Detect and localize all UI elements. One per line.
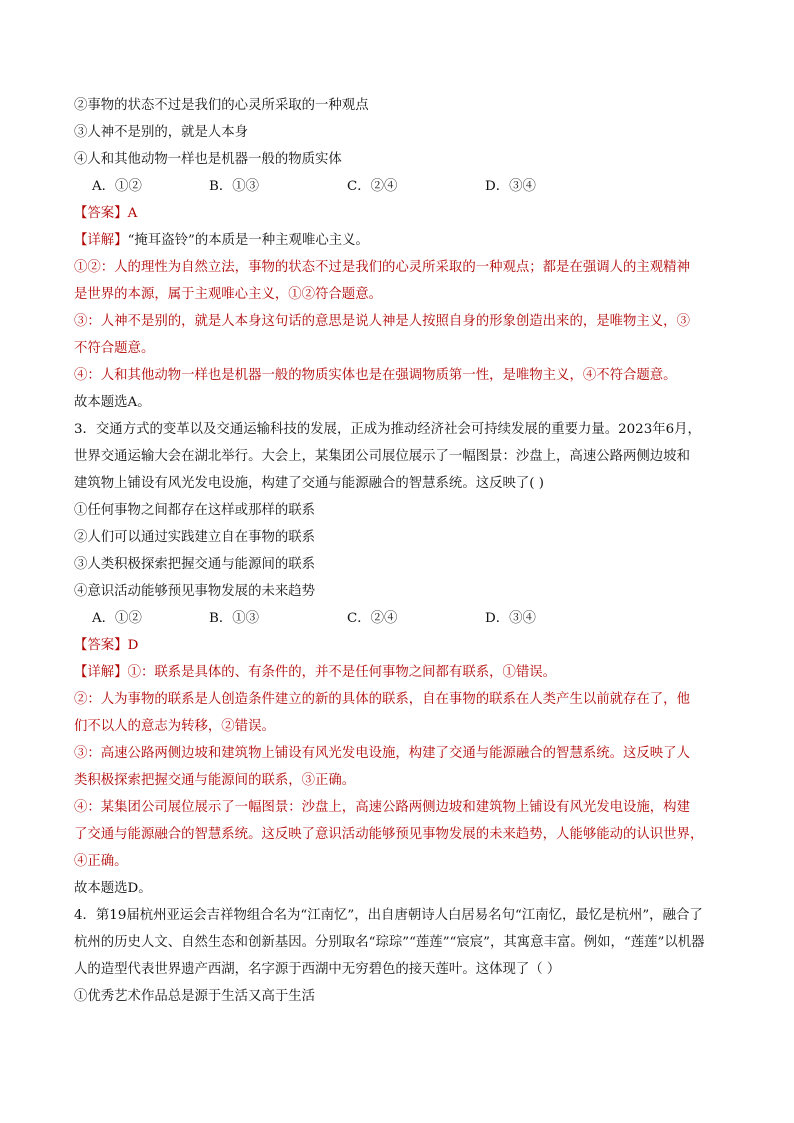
q3-option-c: C．②④ <box>347 611 398 626</box>
q2-options <box>74 173 724 200</box>
q3-option-b: B．①③ <box>209 611 260 626</box>
q2-conclusion: 故本题选A。 <box>74 395 151 410</box>
statement-3: ③人神不是别的，就是人本身 <box>74 125 249 140</box>
q3-conclusion: 故本题选D。 <box>74 881 152 896</box>
q2-option-a: A．①② <box>92 179 142 194</box>
q2-explanation-line: ④：人和其他动物一样也是机器一般的物质实体也是在强调物质第一性，是唯物主义，④不符合题意。 <box>74 368 677 383</box>
q3-explanation-line: ②：人为事物的联系是人创造条件建立的新的具体的联系，自在事物的联系在人类产生以前就存在了，他 <box>74 692 690 707</box>
detail-label: 【详解】 <box>74 665 128 680</box>
answer-value: A <box>127 206 138 221</box>
answer-value: D <box>127 638 139 653</box>
q3-options <box>74 605 724 632</box>
detail-text: “掩耳盗铃”的本质是一种主观唯心主义。 <box>127 233 369 248</box>
q2-option-b: B．①③ <box>209 179 260 194</box>
q3-answer <box>74 632 724 659</box>
detail-label: 【详解】 <box>74 233 128 248</box>
q2-explanation-line: ③：人神不是别的，就是人本身这句话的意思是说人神是人按照自身的形象创造出来的，是唯物主义，③ <box>74 314 690 329</box>
q3-option-d: D．③④ <box>485 611 536 626</box>
q3-option-a: A．①② <box>92 611 142 626</box>
q3-explanation-line: 们不以人的意志为转移，②错误。 <box>74 719 275 734</box>
q3-statement-2: ②人们可以通过实践建立自在事物的联系 <box>74 530 316 545</box>
q2-answer <box>74 200 724 227</box>
q2-detail <box>74 227 724 254</box>
q4-stem-line: 杭州的历史人文、自然生态和创新基因。分别取名“琮琮”“莲莲”“宸宸”，其寓意丰富。例如，“莲莲”以机器 <box>74 935 705 950</box>
q3-explanation-line: ④正确。 <box>74 854 128 869</box>
document-page <box>74 92 724 1010</box>
statement-4: ④人和其他动物一样也是机器一般的物质实体 <box>74 152 342 167</box>
q3-statement-4: ④意识活动能够预见事物发展的未来趋势 <box>74 584 316 599</box>
q3-stem-line: 世界交通运输大会在湖北举行。大会上，某集团公司展位展示了一幅图景：沙盘上，高速公路两侧边坡和 <box>74 449 690 464</box>
q2-explanation-line: 是世界的本源，属于主观唯心主义，①②符合题意。 <box>74 287 382 302</box>
q2-explanation-line: ①②：人的理性为自然立法，事物的状态不过是我们的心灵所采取的一种观点；都是在强调人的主观精神 <box>74 260 690 275</box>
q3-stem-line: 3．交通方式的变革以及交通运输科技的发展，正成为推动经济社会可持续发展的重要力量。2023年6月， <box>74 422 701 437</box>
q2-option-d: D．③④ <box>485 179 536 194</box>
q3-explanation-line: ③：高速公路两侧边坡和建筑物上铺设有风光发电设施，构建了交通与能源融合的智慧系统。这反映了人 <box>74 746 690 761</box>
q2-explanation-line: 不符合题意。 <box>74 341 155 356</box>
q3-statement-3: ③人类积极探索把握交通与能源间的联系 <box>74 557 316 572</box>
q3-explanation-line: 了交通与能源融合的智慧系统。这反映了意识活动能够预见事物发展的未来趋势，人能够能动的认识世界， <box>74 827 704 842</box>
answer-label: 【答案】 <box>74 206 128 221</box>
q2-option-c: C．②④ <box>347 179 398 194</box>
q3-statement-1: ①任何事物之间都存在这样或那样的联系 <box>74 503 316 518</box>
detail-text: ①：联系是具体的、有条件的，并不是任何事物之间都有联系，①错误。 <box>127 665 557 680</box>
statement-2: ②事物的状态不过是我们的心灵所采取的一种观点 <box>74 98 369 113</box>
answer-label: 【答案】 <box>74 638 128 653</box>
q4-stem-line: 4．第19届杭州亚运会吉祥物组合名为“江南忆”，出自唐朝诗人白居易名句“江南忆，最忆是杭州”，融合了 <box>74 908 703 923</box>
q4-stem-line: 人的造型代表世界遗产西湖，名字源于西湖中无穷碧色的接天莲叶。这体现了（ ） <box>74 962 561 977</box>
q3-stem-line: 建筑物上铺设有风光发电设施，构建了交通与能源融合的智慧系统。这反映了( ) <box>74 476 544 491</box>
q3-explanation-line: ④：某集团公司展位展示了一幅图景：沙盘上，高速公路两侧边坡和建筑物上铺设有风光发电设施，构建 <box>74 800 690 815</box>
q3-explanation-line: 类积极探索把握交通与能源间的联系，③正确。 <box>74 773 356 788</box>
q4-statement-1: ①优秀艺术作品总是源于生活又高于生活 <box>74 989 316 1004</box>
q3-detail <box>74 659 724 686</box>
